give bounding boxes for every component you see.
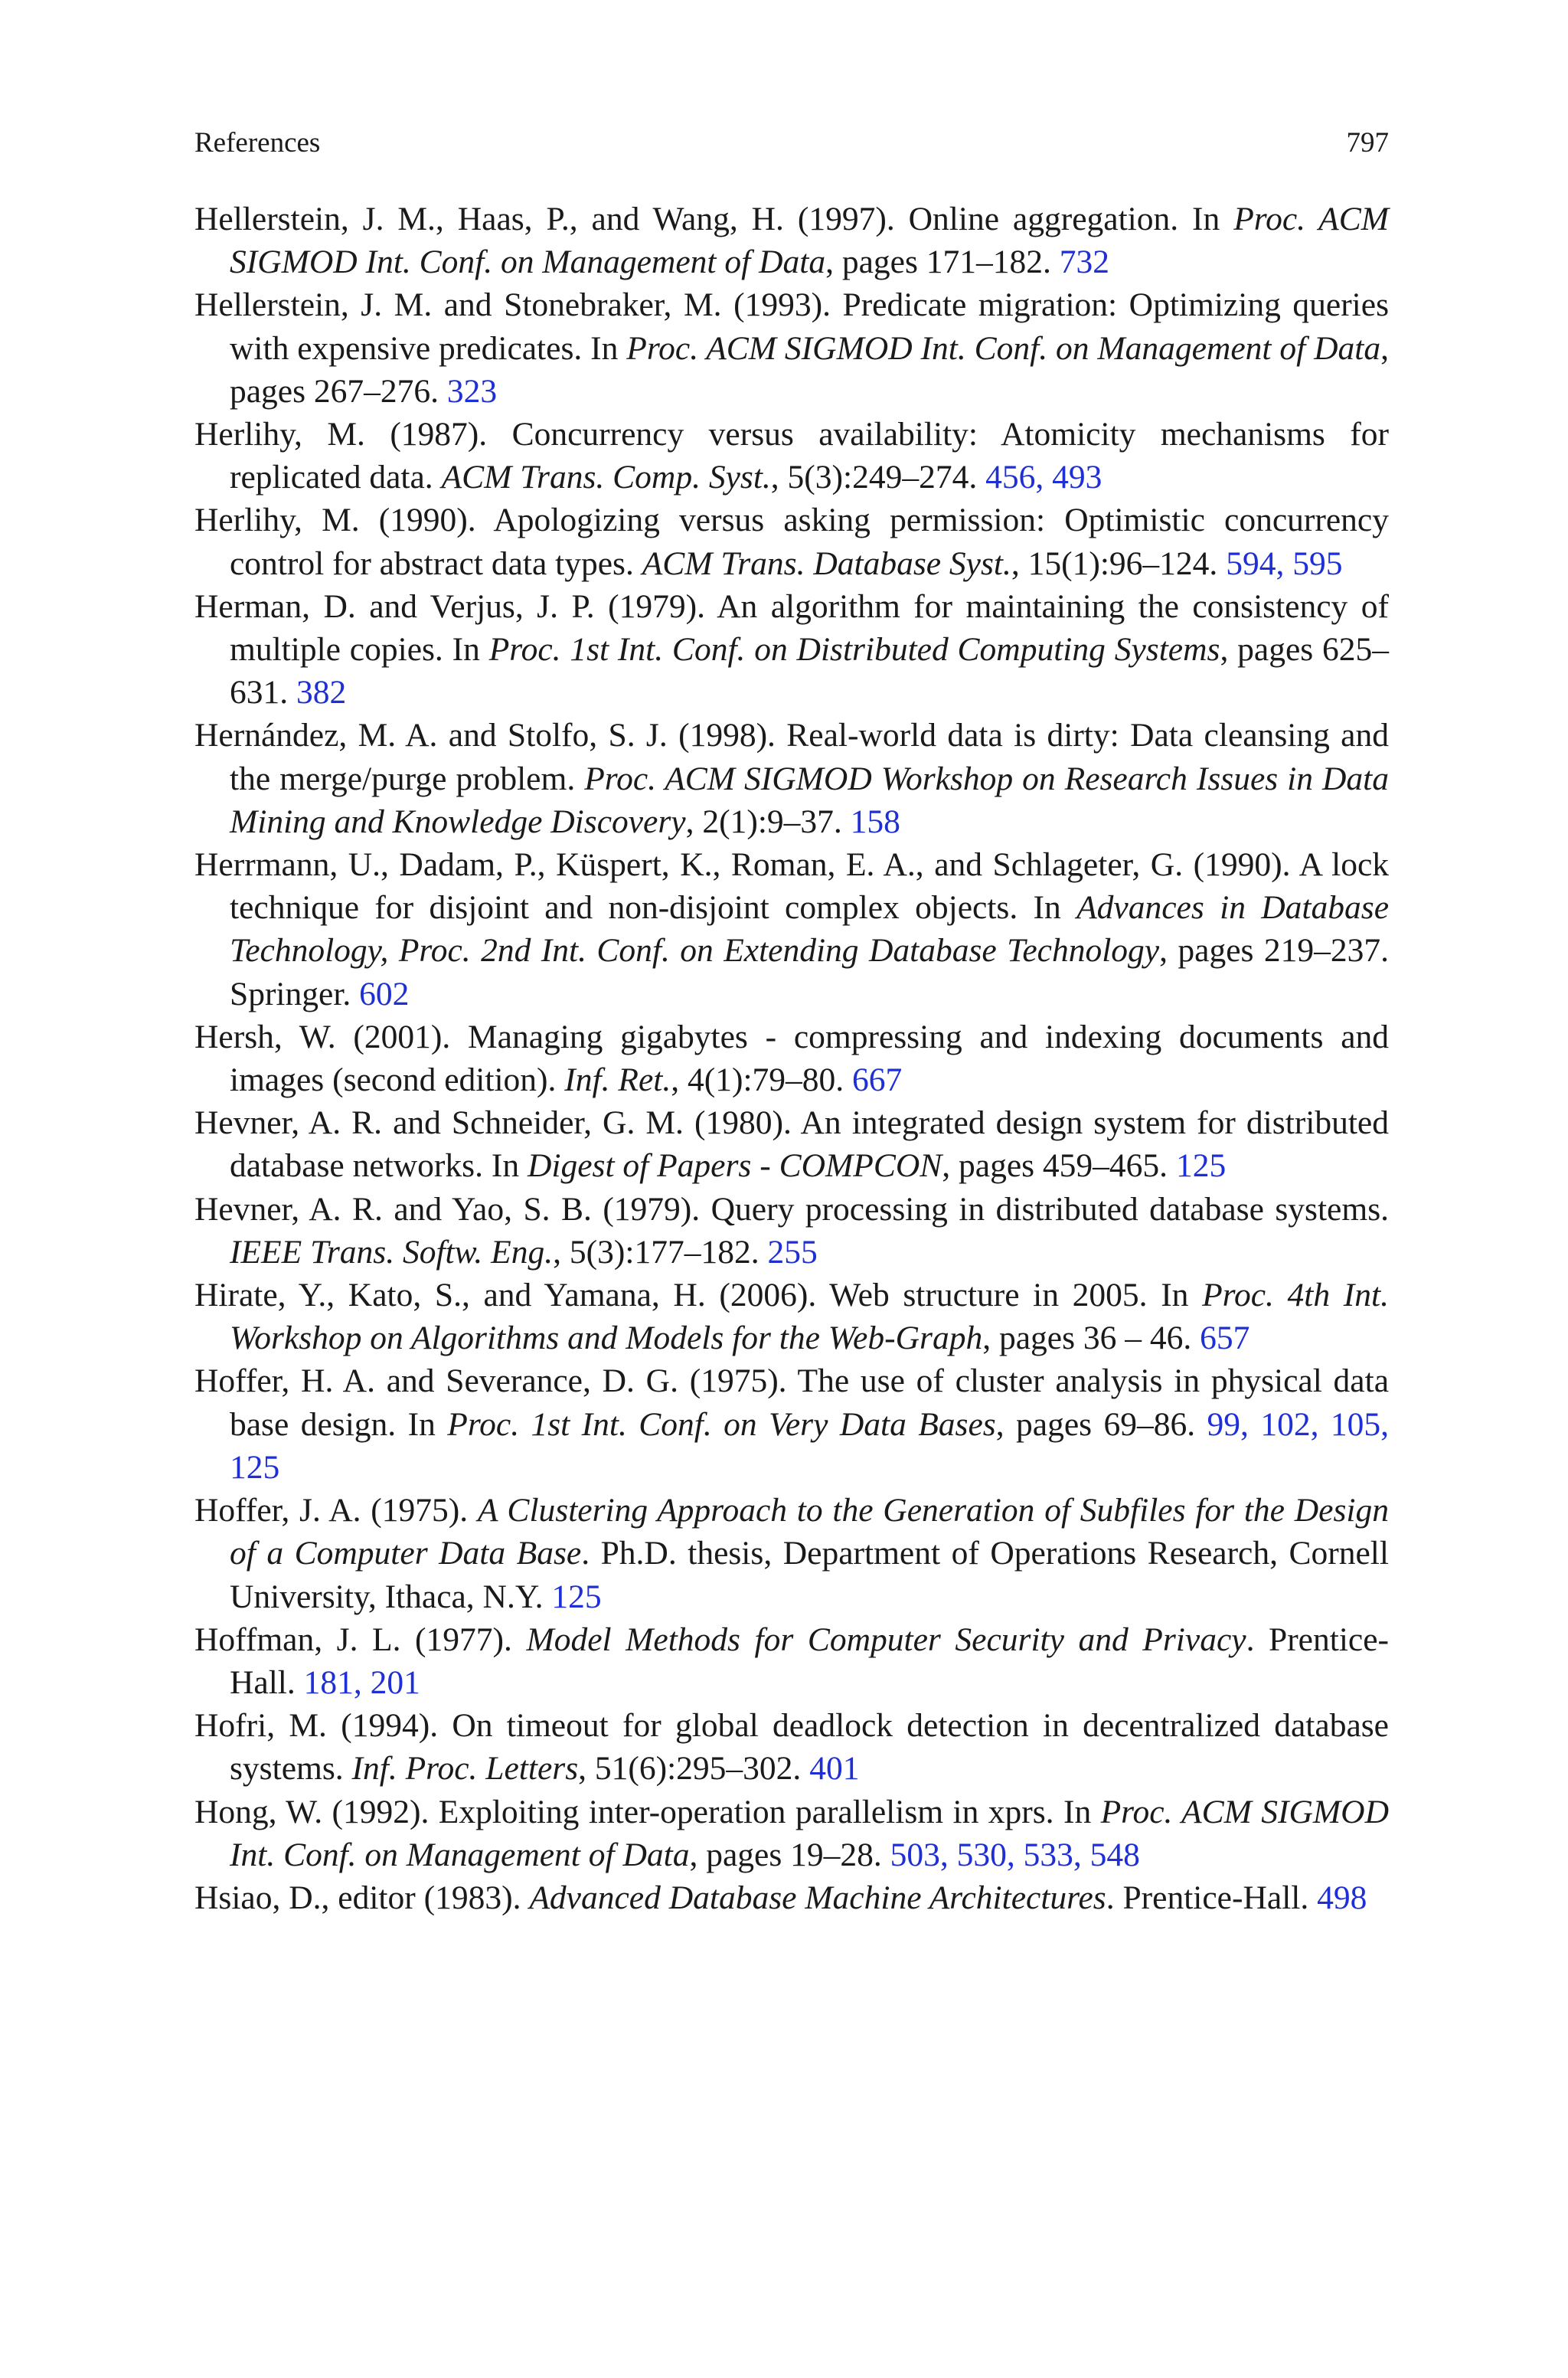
reference-entry	[194, 1704, 1389, 1790]
reference-venue: Proc. ACM SIGMOD Workshop on Research Issues in Data Mining and Knowledge Discovery	[230, 760, 1389, 840]
reference-entry	[194, 1359, 1389, 1489]
reference-list	[194, 198, 1389, 1919]
reference-text: Hofri, M. (1994). On timeout for global deadlock detection in decentralized database systems.	[194, 1707, 1389, 1788]
back-reference-link[interactable]: 657	[1200, 1320, 1250, 1357]
reference-text: Hoffer, H. A. and Severance, D. G. (1975). The use of cluster analysis in physical data base design. In	[194, 1362, 1389, 1443]
reference-tail: , pages 219–237. Springer.	[230, 932, 1389, 1012]
back-reference-link[interactable]: 158	[850, 803, 900, 840]
reference-venue: Proc. 1st Int. Conf. on Distributed Computing Systems	[488, 631, 1220, 669]
reference-text: Hersh, W. (2001). Managing gigabytes - compressing and indexing documents and images (second edition).	[194, 1018, 1389, 1099]
reference-text: Hoffman, J. L. (1977).	[194, 1621, 527, 1658]
reference-tail: . Ph.D. thesis, Department of Operations Research, Cornell University, Ithaca, N.Y.	[230, 1535, 1389, 1615]
reference-text: Hernández, M. A. and Stolfo, S. J. (1998). Real-world data is dirty: Data cleansing and the merge/purge problem.	[194, 717, 1389, 797]
reference-tail: . Prentice-Hall.	[230, 1621, 1390, 1701]
reference-venue: ACM Trans. Comp. Syst.	[441, 459, 771, 496]
reference-entry	[194, 283, 1389, 413]
reference-entry	[194, 1101, 1389, 1187]
back-reference-link[interactable]: 125	[1175, 1147, 1227, 1185]
back-reference-link[interactable]: 401	[809, 1750, 860, 1788]
reference-text: Hsiao, D., editor (1983).	[194, 1879, 530, 1916]
back-reference-link[interactable]: 99, 102, 105, 125	[230, 1405, 1390, 1486]
reference-tail: , 2(1):9–37.	[685, 803, 851, 840]
reference-tail: . Prentice-Hall.	[1106, 1879, 1318, 1916]
reference-tail: , pages 625–631.	[230, 631, 1389, 711]
reference-venue: Proc. ACM SIGMOD Int. Conf. on Management of Data	[230, 1793, 1389, 1873]
reference-tail: , 5(3):249–274.	[770, 459, 986, 496]
back-reference-link[interactable]: 602	[359, 975, 410, 1012]
back-reference-link[interactable]: 382	[296, 674, 347, 711]
back-reference-link[interactable]: 323	[446, 372, 498, 410]
back-reference-link[interactable]: 125	[551, 1578, 602, 1615]
reference-entry	[194, 843, 1389, 1016]
reference-text: Hirate, Y., Kato, S., and Yamana, H. (2006). Web structure in 2005. In	[194, 1277, 1203, 1314]
reference-text: Hong, W. (1992). Exploiting inter-operation parallelism in xprs. In	[194, 1793, 1101, 1830]
page-number: 797	[1346, 127, 1389, 159]
reference-entry	[194, 1618, 1389, 1704]
reference-tail: , 15(1):96–124.	[1011, 545, 1227, 582]
reference-entry	[194, 1791, 1389, 1876]
reference-entry	[194, 499, 1389, 584]
reference-text: Herman, D. and Verjus, J. P. (1979). An algorithm for maintaining the consistency of multiple copies. In	[194, 587, 1389, 669]
reference-text: Hoffer, J. A. (1975).	[194, 1492, 478, 1529]
back-reference-link[interactable]: 667	[852, 1061, 903, 1099]
back-reference-link[interactable]: 456, 493	[985, 459, 1102, 496]
reference-entry	[194, 1489, 1389, 1618]
reference-entry	[194, 1188, 1389, 1274]
reference-tail: , 5(3):177–182.	[553, 1233, 768, 1271]
reference-entry	[194, 1016, 1389, 1101]
reference-venue: Proc. 4th Int. Workshop on Algorithms and Models for the Web-Graph	[230, 1277, 1389, 1357]
reference-entry	[194, 413, 1389, 499]
reference-venue: Proc. ACM SIGMOD Int. Conf. on Management of Data	[626, 329, 1381, 367]
reference-venue: A Clustering Approach to the Generation of Subfiles for the Design of a Computer Data Base	[230, 1492, 1389, 1572]
reference-venue: Proc. 1st Int. Conf. on Very Data Bases	[447, 1405, 996, 1443]
reference-venue: Inf. Ret.	[564, 1061, 671, 1099]
reference-venue: Digest of Papers - COMPCON	[527, 1147, 942, 1185]
back-reference-link[interactable]: 732	[1059, 244, 1109, 281]
reference-entry	[194, 585, 1389, 715]
running-head-section: References	[194, 127, 321, 159]
back-reference-link[interactable]: 255	[767, 1233, 818, 1271]
reference-venue: ACM Trans. Database Syst.	[642, 545, 1011, 582]
reference-venue: IEEE Trans. Softw. Eng.	[230, 1233, 554, 1271]
reference-tail: , 51(6):295–302.	[578, 1750, 810, 1788]
reference-tail: , pages 459–465.	[942, 1147, 1176, 1185]
reference-text: Hellerstein, J. M., Haas, P., and Wang, H. (1997). Online aggregation. In	[194, 201, 1234, 237]
reference-text: Hevner, A. R. and Schneider, G. M. (1980). An integrated design system for distributed database networks. In	[194, 1104, 1389, 1185]
back-reference-link[interactable]: 594, 595	[1226, 545, 1343, 582]
reference-venue: Model Methods for Computer Security and Privacy	[526, 1621, 1246, 1658]
reference-entry	[194, 714, 1389, 843]
reference-text: Hevner, A. R. and Yao, S. B. (1979). Query processing in distributed database systems.	[194, 1190, 1389, 1228]
reference-venue: Advanced Database Machine Architectures	[529, 1879, 1106, 1916]
reference-tail: , pages 36 – 46.	[982, 1320, 1200, 1357]
reference-entry	[194, 1274, 1389, 1359]
reference-text: Herlihy, M. (1987). Concurrency versus availability: Atomicity mechanisms for replicated data.	[194, 416, 1389, 496]
reference-tail: , pages 69–86.	[995, 1405, 1207, 1443]
running-head	[194, 124, 1389, 162]
back-reference-link[interactable]: 498	[1317, 1879, 1367, 1916]
reference-tail: , pages 19–28.	[689, 1836, 890, 1873]
reference-entry	[194, 198, 1389, 283]
reference-tail: , 4(1):79–80.	[671, 1061, 853, 1099]
reference-tail: , pages 267–276.	[230, 329, 1389, 410]
back-reference-link[interactable]: 503, 530, 533, 548	[890, 1836, 1140, 1873]
reference-text: Hellerstein, J. M. and Stonebraker, M. (1993). Predicate migration: Optimizing queries with expensive predicates. In	[194, 286, 1389, 367]
back-reference-link[interactable]: 181, 201	[303, 1663, 420, 1701]
reference-text: Herlihy, M. (1990). Apologizing versus asking permission: Optimistic concurrency control for abstract data types.	[194, 502, 1389, 582]
reference-text: Herrmann, U., Dadam, P., Küspert, K., Roman, E. A., and Schlageter, G. (1990). A lock technique for disjoint and non-disjoint complex objects. In	[194, 846, 1389, 927]
reference-venue: Proc. ACM SIGMOD Int. Conf. on Management of Data	[230, 201, 1389, 281]
reference-venue: Advances in Database Technology, Proc. 2nd Int. Conf. on Extending Database Technology	[230, 889, 1389, 970]
reference-tail: , pages 171–182.	[825, 244, 1060, 281]
reference-entry	[194, 1876, 1389, 1919]
reference-venue: Inf. Proc. Letters	[351, 1750, 579, 1788]
